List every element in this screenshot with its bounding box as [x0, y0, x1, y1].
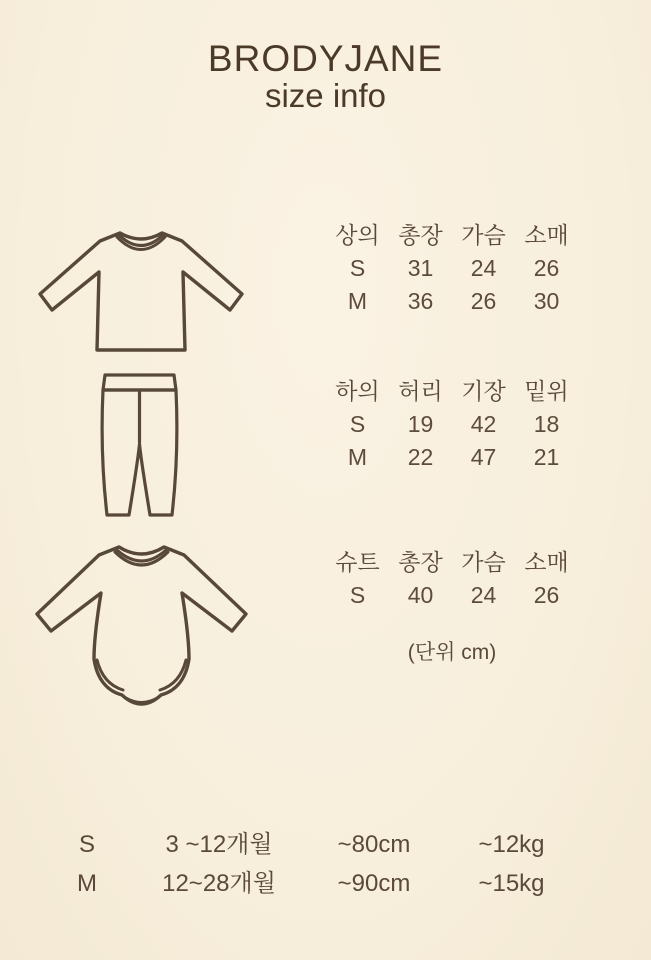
col-header: 하의 — [335, 378, 380, 404]
size-label: S — [78, 831, 95, 858]
size-label: S — [349, 411, 366, 437]
page-subtitle: size info — [264, 77, 387, 114]
height-range: ~90cm — [337, 870, 411, 897]
measure-value: 26 — [533, 582, 560, 608]
measure-value: 18 — [533, 411, 560, 437]
measure-value: 26 — [470, 288, 497, 314]
col-header: 총장 — [398, 549, 443, 575]
size-table-suit — [326, 546, 578, 612]
shirt-illustration — [30, 226, 250, 355]
measure-value: 22 — [407, 444, 434, 470]
size-label: M — [347, 288, 368, 314]
measure-value: 24 — [470, 582, 497, 608]
measure-value: 21 — [533, 444, 560, 470]
age-range: 12~28개월 — [162, 870, 276, 897]
col-header: 허리 — [398, 378, 443, 404]
col-header: 가슴 — [461, 549, 506, 575]
pants-illustration — [92, 372, 187, 520]
unit-note: (단위 cm) — [407, 641, 497, 664]
col-header: 밑위 — [524, 378, 569, 404]
weight-range: ~15kg — [478, 870, 545, 897]
size-table-top — [326, 219, 578, 318]
size-label: S — [349, 582, 366, 608]
measure-value: 26 — [533, 255, 560, 281]
col-header: 총장 — [398, 222, 443, 248]
size-label: S — [349, 255, 366, 281]
col-header: 가슴 — [461, 222, 506, 248]
col-header: 슈트 — [335, 549, 380, 575]
measure-value: 19 — [407, 411, 434, 437]
measure-value: 31 — [407, 255, 434, 281]
bodysuit-illustration — [24, 541, 259, 716]
measure-value: 30 — [533, 288, 560, 314]
brand-title: BRODYJANE — [207, 38, 444, 79]
col-header: 소매 — [524, 222, 569, 248]
measure-value: 42 — [470, 411, 497, 437]
weight-range: ~12kg — [478, 831, 545, 858]
measure-value: 40 — [407, 582, 434, 608]
size-table-bottoms — [326, 375, 578, 474]
age-range: 3 ~12개월 — [165, 831, 273, 858]
col-header: 상의 — [335, 222, 380, 248]
measure-value: 47 — [470, 444, 497, 470]
measure-value: 36 — [407, 288, 434, 314]
size-label: M — [77, 870, 97, 897]
measure-value: 24 — [470, 255, 497, 281]
size-label: M — [347, 444, 368, 470]
col-header: 소매 — [524, 549, 569, 575]
height-range: ~80cm — [337, 831, 411, 858]
fit-guide-table — [40, 828, 585, 900]
col-header: 기장 — [461, 378, 506, 404]
